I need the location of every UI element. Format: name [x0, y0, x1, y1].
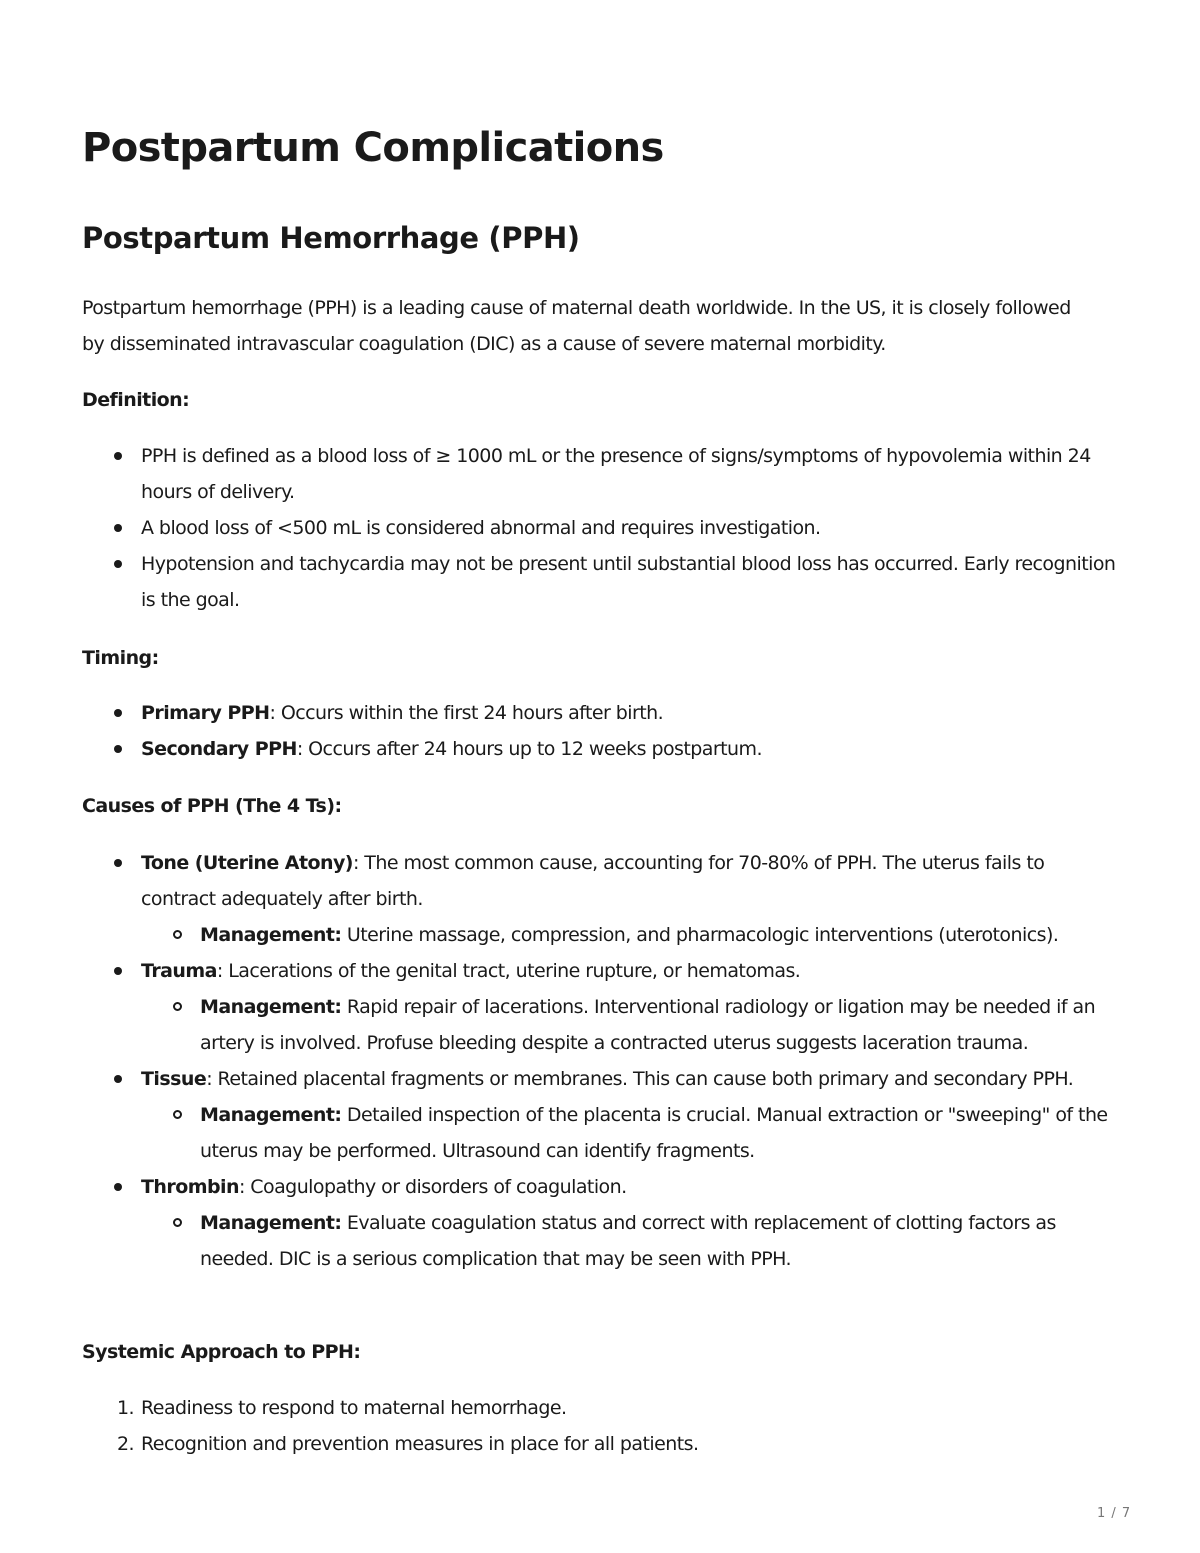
- causes-heading: Causes of PPH (The 4 Ts):: [82, 795, 342, 817]
- list-item: [82, 1169, 1122, 1205]
- management-text: Rapid repair of lacerations. Interventional radiology or ligation may be needed if an artery is involved. Profuse bleeding despite a contracted uterus suggests laceration trauma.: [200, 996, 1096, 1054]
- list-item-text: PPH is defined as a blood loss of ≥ 1000 mL or the presence of signs/symptoms of hypovolemia within 24 hours of delivery.: [141, 445, 1091, 503]
- circle-bullet-icon: [173, 930, 182, 939]
- term-label: Primary PPH: [141, 702, 270, 724]
- bullet-icon: [114, 709, 122, 717]
- list-item: [82, 438, 1122, 510]
- list-item: [82, 695, 1122, 731]
- list-item-text: Recognition and prevention measures in place for all patients.: [141, 1433, 699, 1455]
- bullet-icon: [114, 1075, 122, 1083]
- page-number: 1 / 7: [1097, 1506, 1132, 1521]
- list-item-text: : Coagulopathy or disorders of coagulation.: [238, 1176, 627, 1198]
- bullet-icon: [114, 1183, 122, 1191]
- list-item-text: : Occurs after 24 hours up to 12 weeks postpartum.: [296, 738, 762, 760]
- intro-paragraph: Postpartum hemorrhage (PPH) is a leading cause of maternal death worldwide. In the US, it is closely followed by disseminated intravascular coagulation (DIC) as a cause of severe maternal morbidity.: [82, 297, 1071, 355]
- bullet-icon: [114, 524, 122, 532]
- bullet-icon: [114, 745, 122, 753]
- sub-list-item: [82, 917, 1122, 953]
- term-label: Secondary PPH: [141, 738, 297, 760]
- list-item-text: : Lacerations of the genital tract, uterine rupture, or hematomas.: [216, 960, 801, 982]
- definition-heading: Definition:: [82, 389, 190, 411]
- definition-list: [82, 438, 1122, 618]
- list-item-text: Hypotension and tachycardia may not be present until substantial blood loss has occurred. Early recognition is the goal.: [141, 553, 1116, 611]
- management-text: Evaluate coagulation status and correct with replacement of clotting factors as needed. DIC is a serious complication that may be seen with PPH.: [200, 1212, 1056, 1270]
- list-item: [82, 546, 1122, 618]
- sub-list-item: [82, 1205, 1122, 1277]
- approach-list: [82, 1390, 1122, 1462]
- timing-heading: Timing:: [82, 647, 159, 669]
- numbered-item: [82, 1390, 1122, 1426]
- bullet-icon: [114, 452, 122, 460]
- section-title: Postpartum Hemorrhage (PPH): [82, 221, 580, 255]
- list-item-text: Readiness to respond to maternal hemorrhage.: [141, 1397, 567, 1419]
- list-item: [82, 510, 1122, 546]
- term-label: Tissue: [141, 1068, 207, 1090]
- list-item-text: : Occurs within the first 24 hours after birth.: [269, 702, 664, 724]
- management-label: Management:: [200, 1212, 342, 1234]
- management-text: Detailed inspection of the placenta is crucial. Manual extraction or "sweeping" of the uterus may be performed. Ultrasound can identify fragments.: [200, 1104, 1108, 1162]
- list-item-text: : The most common cause, accounting for 70-80% of PPH. The uterus fails to contract adequately after birth.: [141, 852, 1045, 910]
- management-label: Management:: [200, 996, 342, 1018]
- item-number: 1.: [117, 1397, 135, 1419]
- management-text: Uterine massage, compression, and pharmacologic interventions (uterotonics).: [341, 924, 1059, 946]
- circle-bullet-icon: [173, 1002, 182, 1011]
- list-item: [82, 1061, 1122, 1097]
- causes-list: [82, 845, 1122, 1277]
- list-item: [82, 953, 1122, 989]
- management-label: Management:: [200, 924, 342, 946]
- page-title: Postpartum Complications: [82, 125, 664, 171]
- timing-list: [82, 695, 1122, 767]
- term-label: Thrombin: [141, 1176, 239, 1198]
- numbered-item: [82, 1426, 1122, 1462]
- circle-bullet-icon: [173, 1218, 182, 1227]
- circle-bullet-icon: [173, 1110, 182, 1119]
- item-number: 2.: [117, 1433, 135, 1455]
- term-label: Trauma: [141, 960, 217, 982]
- list-item-text: A blood loss of <500 mL is considered abnormal and requires investigation.: [141, 517, 821, 539]
- bullet-icon: [114, 859, 122, 867]
- list-item: [82, 845, 1122, 917]
- bullet-icon: [114, 560, 122, 568]
- term-label: Tone (Uterine Atony): [141, 852, 353, 874]
- management-label: Management:: [200, 1104, 342, 1126]
- sub-list-item: [82, 989, 1122, 1061]
- approach-heading: Systemic Approach to PPH:: [82, 1341, 361, 1363]
- list-item: [82, 731, 1122, 767]
- sub-list-item: [82, 1097, 1122, 1169]
- bullet-icon: [114, 967, 122, 975]
- list-item-text: : Retained placental fragments or membranes. This can cause both primary and secondary PPH.: [206, 1068, 1074, 1090]
